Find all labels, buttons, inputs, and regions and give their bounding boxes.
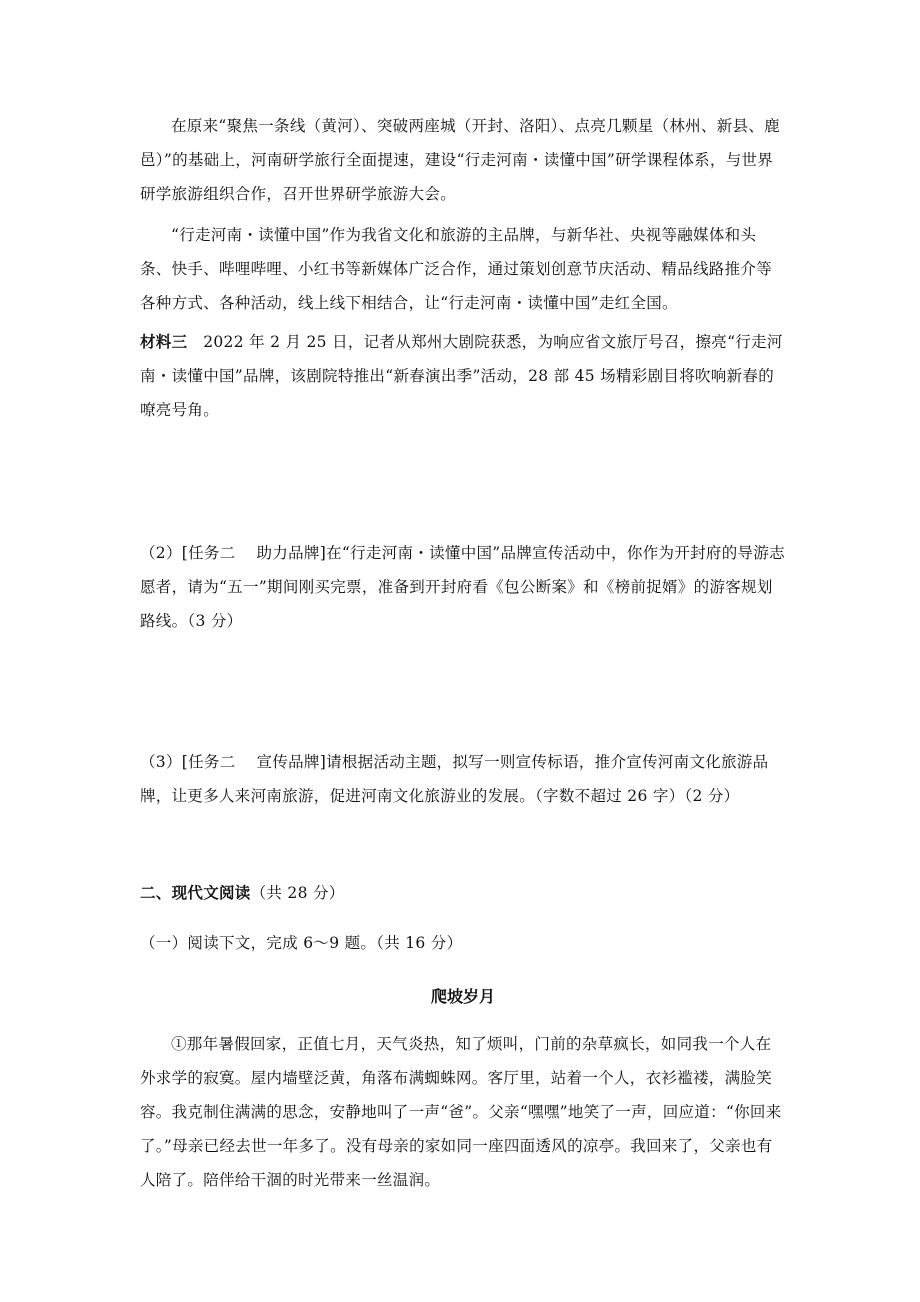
question-2-text: （2）[任务二 助力品牌]在“行走河南・读懂中国”品牌宣传活动中，你作为开封府的导游志愿者，请为“五一”期间刚买完票，准备到开封府看《包公断案》和《榜前捉婿》的游客规划路线。（3 分） xyxy=(140,544,785,630)
question-2 xyxy=(140,536,786,638)
material-paragraph-2-text: “行走河南・读懂中国”作为我省文化和旅游的主品牌，与新华社、央视等融媒体和头条、快手、哔哩哔哩、小红书等新媒体广泛合作，通过策划创意节庆活动、精品线路推介等各种方式、各种活动，线上线下相结合，让“行走河南・读懂中国”走红全国。 xyxy=(140,226,773,312)
essay-title: 爬坡岁月 xyxy=(430,987,495,1006)
material-paragraph-2 xyxy=(140,218,786,320)
material-paragraph-1 xyxy=(140,109,786,211)
question-3-text: （3）[任务二 宣传品牌]请根据活动主题，拟写一则宣传标语，推介宣传河南文化旅游品牌，让更多人来河南旅游，促进河南文化旅游业的发展。（字数不超过 26 字）（2 分） xyxy=(140,753,769,805)
section-2-heading-score: （共 28 分） xyxy=(250,884,345,902)
question-3 xyxy=(140,745,786,813)
essay-paragraph-1 xyxy=(140,1027,786,1197)
subsection-1-instruction xyxy=(140,926,786,960)
section-2-heading-text: 二、现代文阅读 xyxy=(140,883,251,902)
essay-paragraph-1-text: ①那年暑假回家，正值七月，天气炎热，知了烦叫，门前的杂草疯长，如同我一个人在外求学的寂寞。屋内墙壁泛黄，角落布满蜘蛛网。客厅里，站着一个人，衣衫褴褛，满脸笑容。我克制住满满的思念，安静地叫了一声“爸”。父亲“嘿嘿”地笑了一声，回应道：“你回来了。”母亲已经去世一年多了。没有母亲的家如同一座四面透风的凉亭。我回来了，父亲也有人陪了。陪伴给干涸的时光带来一丝温润。 xyxy=(140,1035,782,1189)
material-three-label: 材料三 xyxy=(140,332,188,351)
section-2-heading xyxy=(140,876,786,910)
material-three-text: 2022 年 2 月 25 日，记者从郑州大剧院获悉，为响应省文旅厅号召，擦亮“行走河南・读懂中国”品牌，该剧院特推出“新春演出季”活动，28 部 45 场精彩剧目将吹响新春的嘹亮号角。 xyxy=(140,333,783,419)
material-paragraph-1-text: 在原来“聚焦一条线（黄河）、突破两座城（开封、洛阳）、点亮几颗星（林州、新县、鹿邑）”的基础上，河南研学旅行全面提速，建设“行走河南・读懂中国”研学课程体系，与世界研学旅游组织合作，召开世界研学旅游大会。 xyxy=(140,117,780,203)
subsection-1-instruction-text: （一）阅读下文，完成 6～9 题。（共 16 分） xyxy=(140,934,463,952)
material-three-paragraph xyxy=(140,325,786,427)
